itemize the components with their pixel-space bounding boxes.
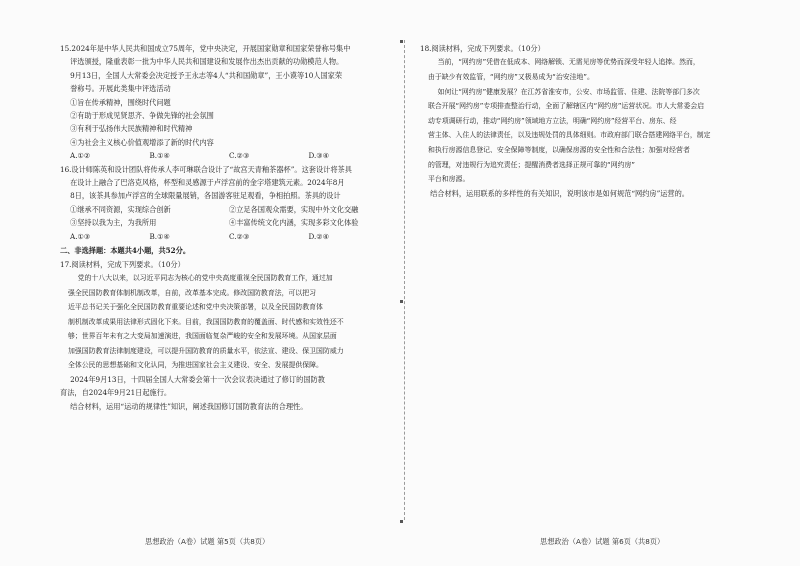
q16-items-row-2 xyxy=(60,216,388,229)
left-page xyxy=(60,42,388,413)
q17-material xyxy=(68,271,388,373)
q15-stem-line-2: 评选颁授，隆重表彰一批为中华人民共和国建设和发展作出杰出贡献的功勋模范人物。 xyxy=(70,57,344,67)
section-2-heading: 二、非选择题：本题共4小题，共52分。 xyxy=(60,246,191,256)
q18-material-line-5: 动专项调研行动，推动“网约房”领域地方立法，明确“网约房”经营平台、房东、经 xyxy=(428,116,677,125)
q15-item-2: ②有助于形成见贤思齐、争做先锋的社会氛围 xyxy=(70,111,214,121)
question-17 xyxy=(60,258,388,414)
q15-option-d: D.③④ xyxy=(308,151,330,161)
question-18 xyxy=(420,42,748,200)
q17-material-line-2: 强全民国防教育体制机制改革，自前，改革基本完成。修改国防教育法，可以把习 xyxy=(68,288,317,297)
q17-material-line-6: 加强国防教育法律制度建设，可以提升国防教育的质量水平，依法宣、建设、保卫国防威力 xyxy=(68,346,344,355)
q16-item-2: ②立足各国观众需要，实现中外文化交融 xyxy=(229,204,359,214)
q16-item-4: ④丰富传统文化内涵，实现多彩文化体验 xyxy=(229,218,359,228)
q18-material-line-1: 当前，“网约房”凭借在低成本、网络解锁、无需见房等优势而深受年轻人追捧。然而， xyxy=(437,58,700,67)
q17-question: 结合材料，运用“运动的规律性”知识，阐述我国修订国防教育法的合理性。 xyxy=(70,401,308,411)
q16-stem-line-2: 在设计上融合了巴洛克风格，杯型和灵感源于卢浮宫前的金字塔建筑元素。2024年8月 xyxy=(70,178,345,188)
q18-title: 18.阅读材料，完成下列要求。（10分） xyxy=(420,44,545,53)
q17-title: 17.阅读材料，完成下列要求。（10分） xyxy=(60,259,185,269)
q15-item-3: ③有利于弘扬伟大民族精神和时代精神 xyxy=(70,124,193,134)
q16-items-row-1 xyxy=(60,203,388,216)
page-divider xyxy=(404,40,405,520)
question-16 xyxy=(60,163,388,243)
q16-option-c: C.②③ xyxy=(229,231,250,241)
q16-option-a: A.①③ xyxy=(70,231,91,241)
q15-options xyxy=(60,149,388,162)
q16-item-1: ①继承不同资源，实现综合创新 xyxy=(70,204,171,214)
q17-material-line-3: 近平总书记关于强化全民国防教育重要论述和党中央决策部署，以及全民国防教育体 xyxy=(68,303,323,312)
q16-option-b: B.①④ xyxy=(149,231,170,241)
q17-date-line-2: 育法，自2024年9月21日起施行。 xyxy=(60,388,172,398)
q18-material-line-2: 由于缺少有效监管，“网约房”又极易成为“治安洼地”。 xyxy=(428,73,594,81)
scan-mark xyxy=(400,300,403,303)
scan-mark xyxy=(400,40,403,43)
q17-material-line-7: 全体公民的思想基础和文化认同，为推进国家社会主义建设、安全、发展提供保障。 xyxy=(68,361,323,370)
q15-item-1: ①旨在传承精神，围绕时代问题 xyxy=(70,97,171,107)
q15-item-4: ④为社会主义核心价值观增添了新的时代内容 xyxy=(70,137,214,147)
q15-stem-line-3: 9月13日，全国人大常委会决定授予王永志等4人“共和国勋章”，王小谟等10人国家荣 xyxy=(70,70,343,80)
q15-option-c: C.②③ xyxy=(229,151,250,161)
q18-material-line-7: 和执行房源信息登记、安全保障等制度，以确保房源的安全性和合法性；加强对经营者 xyxy=(428,145,690,154)
q16-item-3: ③坚持以我为主，为我所用 xyxy=(70,218,157,228)
q18-material-line-9: 平台和房源。 xyxy=(428,175,470,184)
q18-question: 结合材料，运用联系的多样性的有关知识，说明该市是如何规范“网约房”运营的。 xyxy=(430,188,689,198)
scan-mark xyxy=(400,520,403,523)
q16-stem-line-1: 16.设计师陈英和设计团队将传承人李可琳联合设计了“故宫天青釉茶器杯”。这套设计将茶具 xyxy=(60,164,352,174)
question-15 xyxy=(60,42,388,163)
q15-option-a: A.①② xyxy=(70,151,91,161)
q16-options xyxy=(60,230,388,243)
right-page xyxy=(420,42,748,200)
q17-material-line-5: 够；世界百年未有之大变局加速演进，我国面临复杂严峻的安全和发展环境。从国家层面 xyxy=(68,332,337,341)
q17-date-line: 2024年9月13日，十四届全国人大常委会第十一次会议表决通过了修订的国防教 xyxy=(70,375,325,385)
q15-option-b: B.①④ xyxy=(149,151,170,161)
q17-material-line-1: 党的十八大以来，以习近平同志为核心的党中央高度重视全民国防教育工作，通过加 xyxy=(77,273,333,282)
q18-material-line-8: 的管理，对违规行为追究责任；提醒消费者选择正规可靠的“网约房” xyxy=(428,160,635,169)
q15-stem-line-4: 誉称号。开展此类集中评选活动 xyxy=(70,84,171,94)
q15-stem-line-1: 15.2024年是中华人民共和国成立75周年，党中央决定，开展国家勋章和国家荣誉称号集中 xyxy=(60,44,351,53)
q16-option-d: D.②④ xyxy=(308,231,330,241)
page-footer-right: 思想政治（A卷）试题 第6页（共8页） xyxy=(540,537,665,546)
q18-material xyxy=(428,55,748,186)
q16-stem-line-3: 8日，该茶具参加卢浮宫的全球限量展销，各国游客驻足观看，争相拍照。茶具的设计 xyxy=(70,191,341,201)
q18-material-line-3: 如何让“网约房”健康发展？在江苏省淮安市，公安、市场监管、住建、法院等部门多次 xyxy=(437,87,700,96)
q18-material-line-4: 联合开展“网约房”专项排查整治行动，全面了解辖区内“网约房”运营状况。市人大常委会启 xyxy=(428,102,705,111)
page-footer-left: 思想政治（A卷）试题 第5页（共8页） xyxy=(145,537,270,546)
q18-material-line-6: 营主体、入住人的法律责任，以及违规处罚的具体细则。市政府部门联合搭建网络平台，制定 xyxy=(428,131,711,140)
q17-material-line-4: 制机制改革成果用法律形式固化下来。目前，我国国防教育的覆盖面、时代感和实效性还不 xyxy=(68,317,344,326)
